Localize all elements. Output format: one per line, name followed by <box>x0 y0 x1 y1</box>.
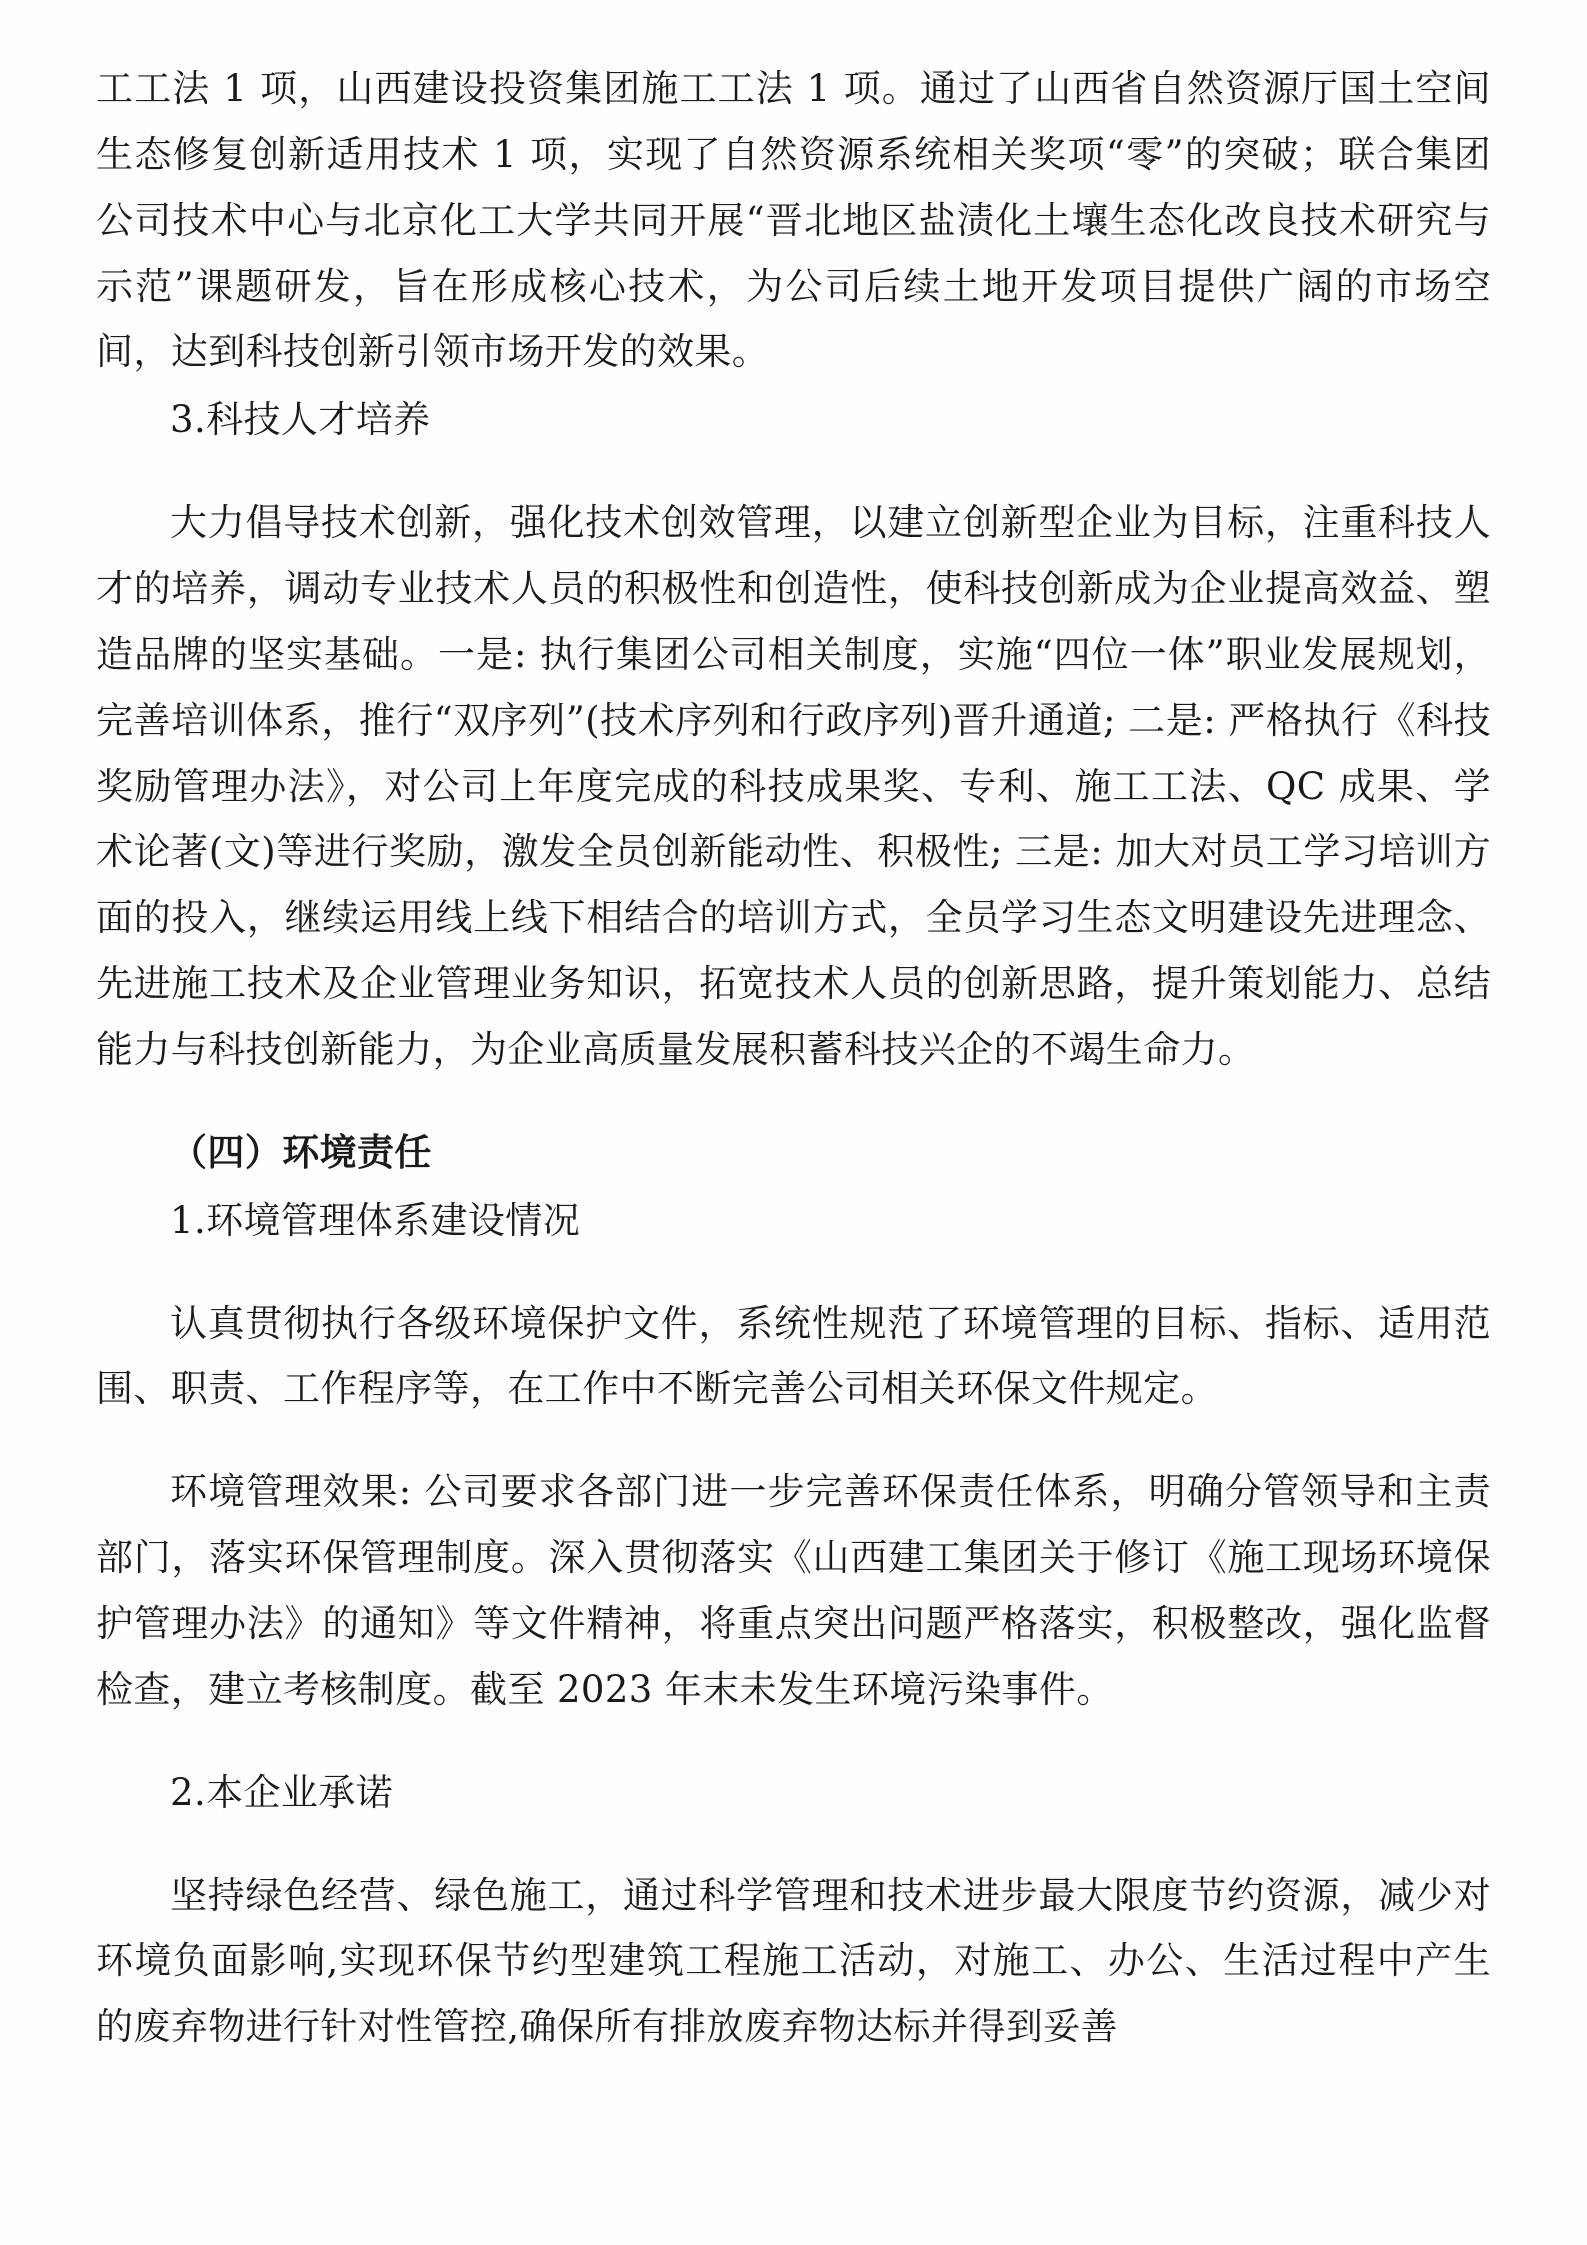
heading-company-commitment: 2.本企业承诺 <box>170 1770 394 1814</box>
document-body <box>96 56 1491 2060</box>
paragraph-talent-training-body: 大力倡导技术创新，强化技术创效管理，以建立创新型企业为目标，注重科技人才的培养，调动专业技术人员的积极性和创造性，使科技创新成为企业提高效益、塑造品牌的坚实基础。一是: 执行集团公司相关制度，实施“四位一体”职业发展规划，完善培训体系，推行“双序列”(技术序列和行政序列)晋升通道; 二是: 严格执行《科技奖励管理办法》，对公司上年度完成的科技成果奖、专利、施工工法、QC 成果、学术论著(文)等进行奖励，激发全员创新能动性、积极性; 三是: 加大对员工学习培训方面的投入，继续运用线上线下相结合的培训方式，全员学习生态文明建设先进理念、先进施工技术及企业管理业务知识，拓宽技术人员的创新思路，提升策划能力、总结能力与科技创新能力，为企业高质量发展积蓄科技兴企的不竭生命力。 <box>96 501 1491 1072</box>
paragraph-environment-management-body: 认真贯彻执行各级环境保护文件，系统性规范了环境管理的目标、指标、适用范围、职责、工作程序等，在工作中不断完善公司相关环保文件规定。 <box>96 1301 1491 1411</box>
heading-science-talent-training: 3.科技人才培养 <box>170 398 431 442</box>
heading-environmental-responsibility: （四）环境责任 <box>170 1129 432 1174</box>
paragraph-environment-management-effect: 环境管理效果: 公司要求各部门进一步完善环保责任体系，明确分管领导和主责部门，落实环保管理制度。深入贯彻落实《山西建工集团关于修订《施工现场环境保护管理办法》的通知》等文件精神，将重点突出问题严格落实，积极整改，强化监督检查，建立考核制度。截至 2023 年末未发生环境污染事件。 <box>96 1470 1491 1711</box>
heading-environment-management-system: 1.环境管理体系建设情况 <box>170 1198 581 1242</box>
paragraph-company-commitment-body: 坚持绿色经营、绿色施工，通过科学管理和技术进步最大限度节约资源，减少对环境负面影响,实现环保节约型建筑工程施工活动，对施工、办公、生活过程中产生的废弃物进行针对性管控,确保所有排放废弃物达标并得到妥善 <box>96 1873 1491 2049</box>
paragraph-continued-tech-awards: 工工法 1 项，山西建设投资集团施工工法 1 项。通过了山西省自然资源厅国土空间生态修复创新适用技术 1 项，实现了自然资源系统相关奖项“零”的突破；联合集团公司技术中心与北京化工大学共同开展“晋北地区盐渍化土壤生态化改良技术研究与示范”课题研发，旨在形成核心技术，为公司后续土地开发项目提供广阔的市场空间，达到科技创新引领市场开发的效果。 <box>96 67 1491 374</box>
